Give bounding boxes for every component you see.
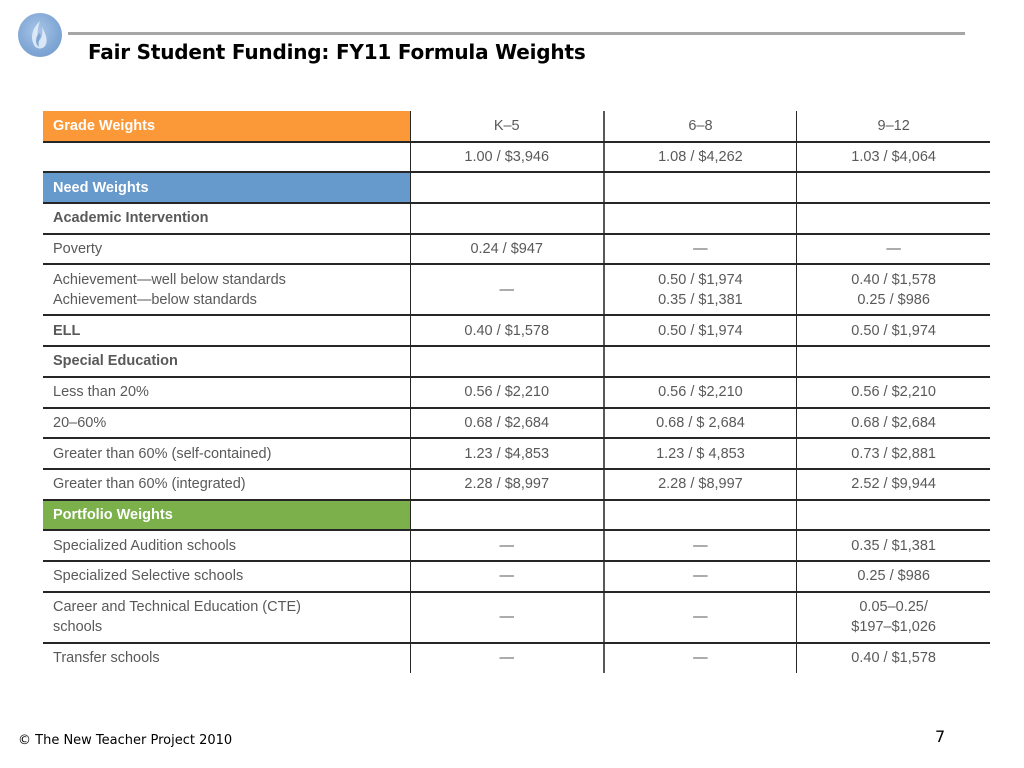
cell: 0.68 / $2,684 [797, 408, 990, 439]
cell-line: 0.05–0.25/ [859, 599, 928, 616]
cell: 0.50 / $1,974 [797, 315, 990, 346]
column-header-k5: K–5 [410, 111, 603, 142]
cell: — [410, 643, 603, 674]
cell [410, 172, 603, 203]
row-label: ELL [43, 315, 410, 346]
row-label-line: Achievement—below standards [53, 291, 257, 308]
cell: 1.23 / $4,853 [410, 438, 603, 469]
cell: 0.68 / $ 2,684 [604, 408, 797, 439]
row-label: Transfer schools [53, 650, 160, 667]
cell [604, 264, 797, 315]
cell: 0.40 / $1,578 [410, 315, 603, 346]
cell: — [604, 530, 797, 561]
table-row [43, 234, 990, 265]
row-label [43, 264, 410, 315]
table-row [43, 469, 990, 500]
row-label-line: Achievement—well below standards [53, 271, 286, 288]
cell: 1.00 / $3,946 [410, 142, 603, 173]
row-label: Less than 20% [43, 377, 410, 408]
table-row [43, 172, 990, 203]
cell: 2.28 / $8,997 [604, 469, 797, 500]
cell: — [604, 234, 797, 265]
cell [797, 203, 990, 234]
cell-line: 0.40 / $1,578 [851, 271, 936, 288]
cell: 1.08 / $4,262 [604, 142, 797, 173]
cell: 1.23 / $ 4,853 [604, 438, 797, 469]
table-row [43, 438, 990, 469]
cell [797, 500, 990, 531]
cell-line: $197–$1,026 [851, 619, 936, 636]
cell: — [410, 592, 603, 643]
table-row [43, 408, 990, 439]
cell: — [797, 234, 990, 265]
portfolio-weights-header: Portfolio Weights [43, 500, 410, 531]
row-label: 20–60% [43, 408, 410, 439]
section-label-academic-intervention: Academic Intervention [43, 203, 410, 234]
cell [797, 592, 990, 643]
row-label [43, 142, 410, 173]
cell [410, 203, 603, 234]
cell [797, 346, 990, 377]
table-row [43, 377, 990, 408]
row-label: Poverty [43, 234, 410, 265]
copyright-footer: © The New Teacher Project 2010 [18, 733, 233, 748]
section-label-special-education: Special Education [43, 346, 410, 377]
cell-line: 0.50 / $1,974 [658, 271, 743, 288]
cell [604, 500, 797, 531]
cell: 0.25 / $986 [797, 561, 990, 592]
column-header-9-12: 9–12 [797, 111, 990, 142]
table-row [43, 592, 990, 643]
table-row [43, 561, 990, 592]
cell: 0.24 / $947 [410, 234, 603, 265]
row-label: Greater than 60% (integrated) [43, 469, 410, 500]
cell [604, 346, 797, 377]
cell-line: 0.25 / $986 [857, 291, 930, 308]
cell [410, 346, 603, 377]
cell: 1.03 / $4,064 [797, 142, 990, 173]
table-row [43, 530, 990, 561]
cell [797, 264, 990, 315]
cell: 0.50 / $1,974 [604, 315, 797, 346]
page-title: Fair Student Funding: FY11 Formula Weights [88, 40, 586, 64]
formula-weights-table [43, 111, 990, 673]
table-row [43, 500, 990, 531]
cell: — [410, 561, 603, 592]
cell: 0.68 / $2,684 [410, 408, 603, 439]
cell: — [604, 561, 797, 592]
flame-logo-icon [18, 13, 62, 57]
table-row [43, 315, 990, 346]
table-row [43, 203, 990, 234]
cell: 0.56 / $2,210 [410, 377, 603, 408]
table-row [43, 264, 990, 315]
cell: 0.56 / $2,210 [604, 377, 797, 408]
cell: 0.35 / $1,381 [797, 530, 990, 561]
row-label: Specialized Audition schools [43, 530, 410, 561]
title-rule [68, 32, 965, 35]
table-header-row [43, 111, 990, 142]
table-row [43, 142, 990, 173]
cell: 0.40 / $1,578 [797, 643, 990, 674]
cell [797, 172, 990, 203]
cell: — [410, 264, 603, 315]
cell: — [604, 592, 797, 643]
row-label: Specialized Selective schools [43, 561, 410, 592]
cell [604, 203, 797, 234]
cell [410, 500, 603, 531]
row-label-line: schools [53, 619, 103, 636]
row-label-line: Career and Technical Education (CTE) [53, 599, 301, 616]
need-weights-header: Need Weights [43, 172, 410, 203]
grade-weights-header: Grade Weights [43, 111, 410, 142]
cell-line: 0.35 / $1,381 [658, 291, 743, 308]
cell: — [604, 643, 797, 674]
cell: 0.56 / $2,210 [797, 377, 990, 408]
row-label: Greater than 60% (self-contained) [43, 438, 410, 469]
table-row [43, 643, 990, 674]
table-row [43, 346, 990, 377]
cell: 0.73 / $2,881 [797, 438, 990, 469]
row-label [43, 592, 410, 643]
column-header-6-8: 6–8 [604, 111, 797, 142]
page-number: 7 [935, 727, 946, 746]
cell: 2.28 / $8,997 [410, 469, 603, 500]
cell: — [410, 530, 603, 561]
cell: 2.52 / $9,944 [797, 469, 990, 500]
cell [604, 172, 797, 203]
